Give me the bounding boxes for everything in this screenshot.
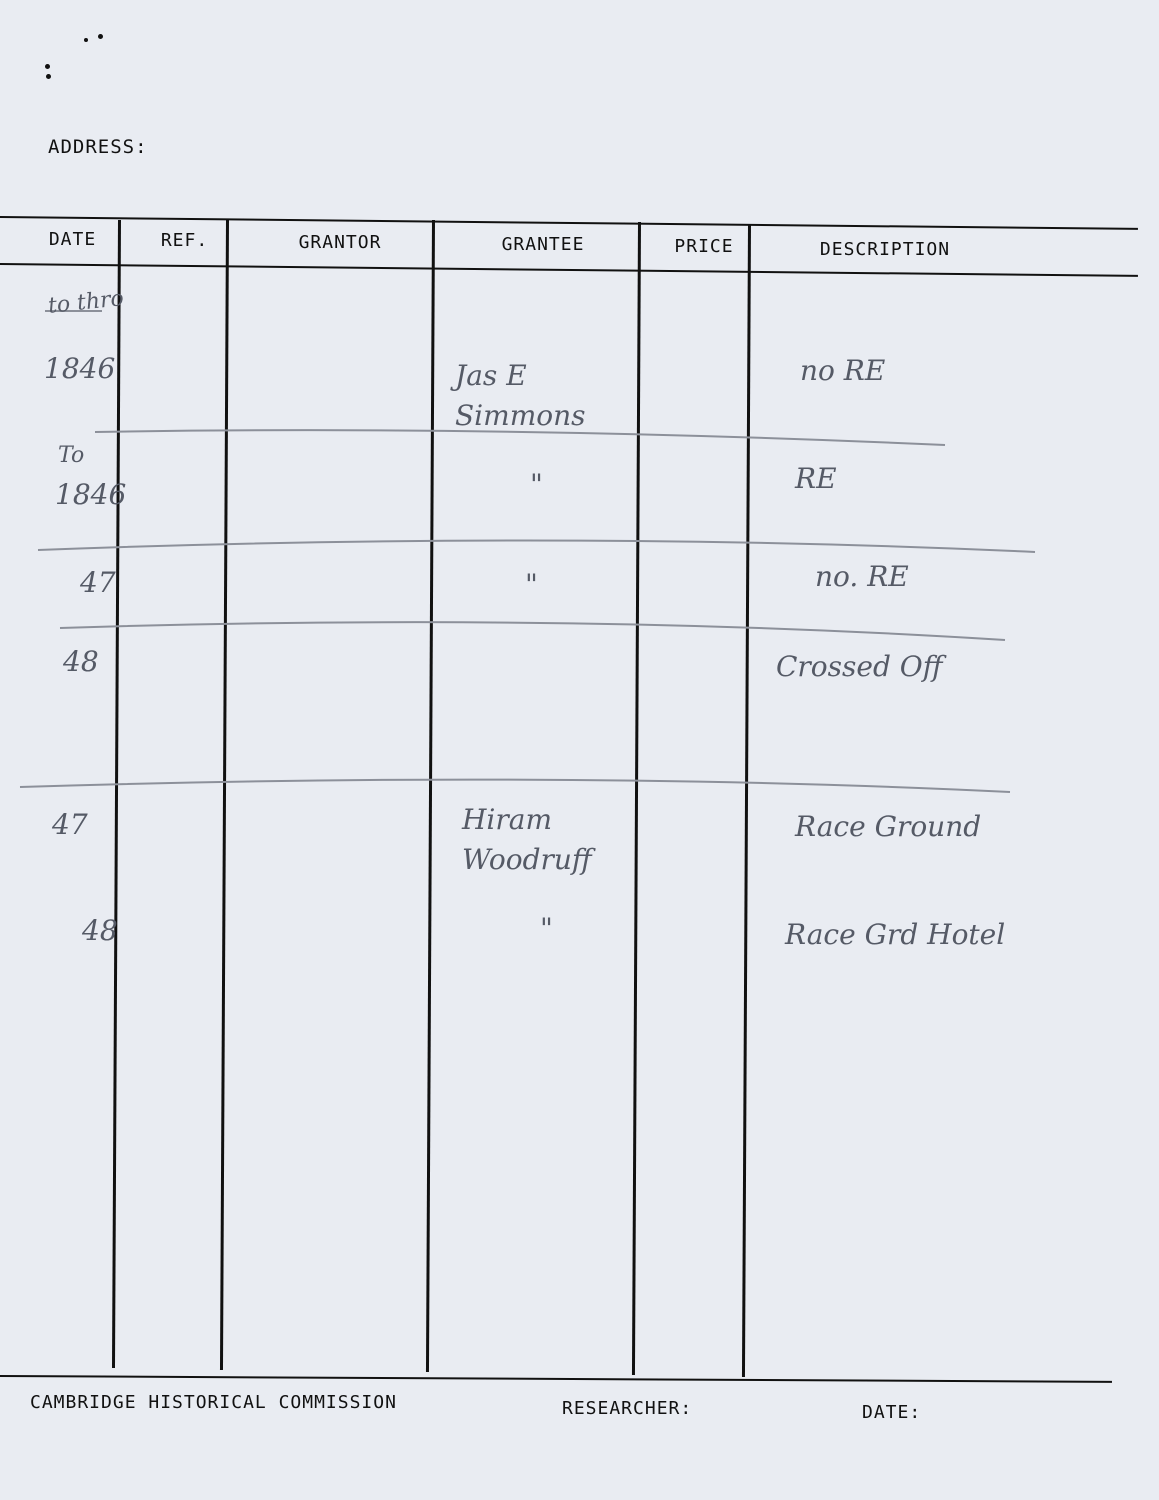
column-header-grantee: GRANTEE: [501, 234, 585, 255]
entry-date: 47: [52, 808, 88, 841]
entry-grantee: Hiram Woodruff: [462, 803, 592, 876]
entry-date: 48: [82, 914, 118, 947]
entry-date-note: to thro: [46, 286, 125, 319]
entry-grantee: Jas E Simmons: [455, 359, 586, 432]
entry-grantee: ": [540, 912, 553, 945]
researcher-label: RESEARCHER:: [562, 1398, 693, 1419]
column-header-grantor: GRANTOR: [298, 232, 382, 253]
entry-description: no. RE: [815, 560, 909, 593]
column-header-date: DATE: [48, 229, 97, 250]
entry-description: Race Grd Hotel: [785, 918, 1006, 951]
entry-date: 48: [63, 645, 99, 678]
address-label: ADDRESS:: [48, 136, 148, 158]
column-header-ref: REF.: [160, 230, 209, 251]
organization-name: CAMBRIDGE HISTORICAL COMMISSION: [30, 1392, 397, 1413]
entry-grantee: ": [525, 568, 538, 601]
entry-date: 47: [80, 566, 116, 599]
entry-date: 1846: [55, 478, 127, 511]
entry-description: Race Ground: [795, 810, 982, 843]
footer-date-label: DATE:: [862, 1402, 922, 1423]
entry-description: RE: [795, 462, 837, 495]
entry-description: Crossed Off: [776, 650, 943, 683]
column-header-description: DESCRIPTION: [819, 239, 951, 260]
entry-date-note: To: [58, 443, 85, 468]
column-header-price: PRICE: [674, 236, 734, 257]
entry-description: no RE: [800, 354, 886, 387]
entry-date: 1846: [44, 352, 116, 385]
entry-grantee: ": [530, 468, 543, 501]
